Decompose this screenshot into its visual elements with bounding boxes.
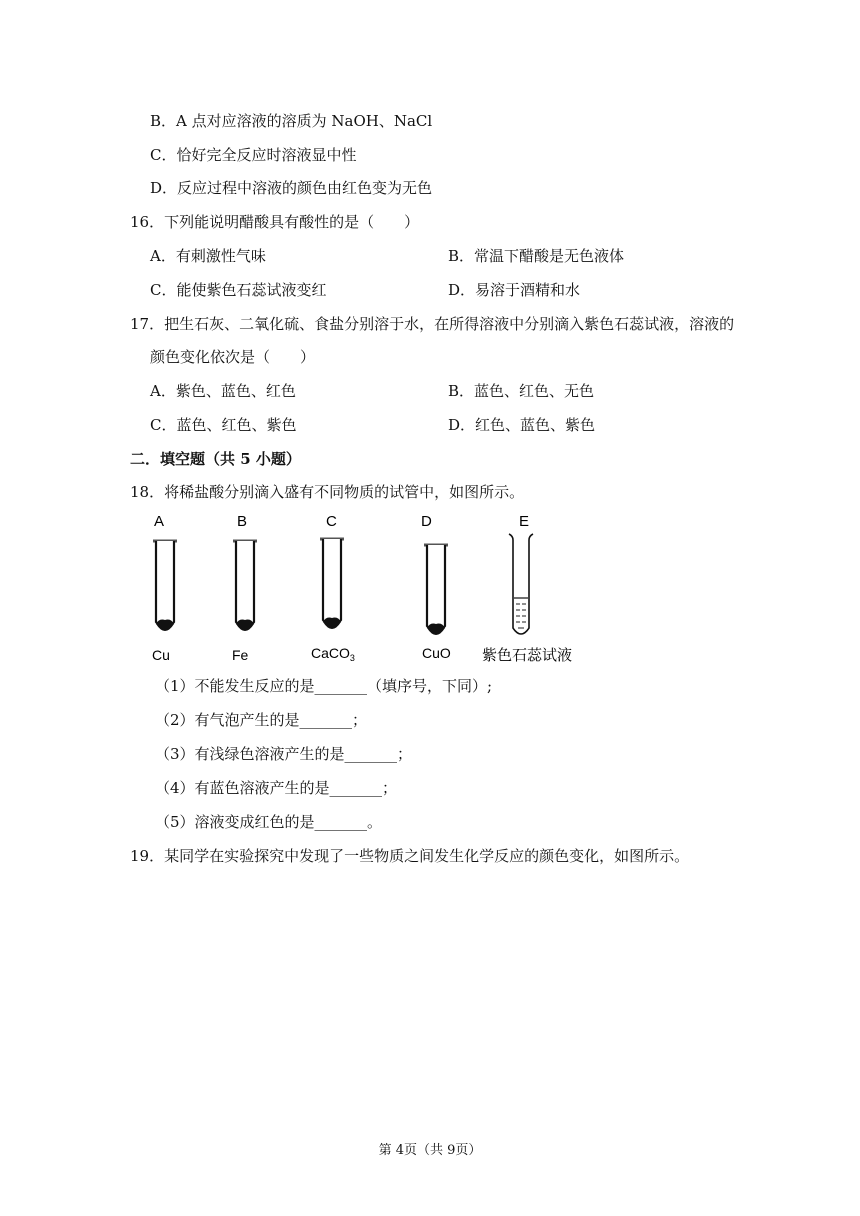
tube-c-label: CaCO — [311, 645, 350, 661]
test-tube-figure — [140, 508, 600, 668]
tube-a-letter: A — [154, 513, 165, 530]
q18-stem: 18．将稀盐酸分别滴入盛有不同物质的试管中，如图所示。 — [130, 483, 525, 501]
q16-stem: 16．下列能说明醋酸具有酸性的是（ ） — [130, 213, 420, 231]
tube-e-label: 紫色石蕊试液 — [482, 647, 573, 664]
q19-stem: 19．某同学在实验探究中发现了一些物质之间发生化学反应的颜色变化，如图所示。 — [130, 847, 690, 865]
q15-option-d: D．反应过程中溶液的颜色由红色变为无色 — [150, 179, 433, 197]
q18-sub2: （2）有气泡产生的是_______； — [155, 711, 368, 729]
section-title: 二．填空题（共 5 小题） — [130, 450, 301, 468]
q16-option-a: A．有刺激性气味 — [150, 247, 266, 265]
page-footer: 第 4页（共 9页） — [378, 1143, 482, 1158]
q18-sub3: （3）有浅绿色溶液产生的是_______； — [155, 745, 413, 763]
tube-b-solid — [236, 620, 254, 632]
tube-c — [311, 513, 355, 663]
tube-c-solid — [323, 618, 341, 630]
tube-a-solid — [156, 620, 174, 632]
tube-b-letter: B — [237, 513, 248, 530]
q17-stem-line1: 17．把生石灰、二氧化硫、食盐分别溶于水，在所得溶液中分别滴入紫色石蕊试液，溶液的 — [130, 315, 735, 333]
q16-option-d: D．易溶于酒精和水 — [448, 281, 581, 299]
q15-option-b: B．A 点对应溶液的溶质为 NaOH、NaCl — [150, 112, 433, 130]
q17-option-d: D．红色、蓝色、紫色 — [448, 416, 596, 434]
tube-e-letter: E — [519, 513, 530, 530]
q16-option-c: C．能使紫色石蕊试液变红 — [150, 281, 327, 299]
q17-stem-line2: 颜色变化依次是（ ） — [150, 348, 316, 366]
q16-option-b: B．常温下醋酸是无色液体 — [448, 247, 625, 265]
tube-e — [482, 513, 572, 664]
tube-d-letter: D — [421, 513, 432, 530]
q17-option-a: A．紫色、蓝色、红色 — [150, 382, 296, 400]
svg-text:CaCO3 — [311, 645, 355, 663]
q18-sub5: （5）溶液变成红色的是_______。 — [155, 813, 383, 831]
tube-d-label: CuO — [422, 645, 451, 661]
tube-d-solid — [427, 624, 445, 636]
tube-d — [421, 513, 451, 661]
q18-sub1: （1）不能发生反应的是_______（填序号，下同）; — [155, 677, 493, 695]
q17-option-c: C．蓝色、红色、紫色 — [150, 416, 297, 434]
tube-c-subscript: 3 — [349, 653, 355, 663]
q17-option-b: B．蓝色、红色、无色 — [448, 382, 595, 400]
q15-option-c: C．恰好完全反应时溶液显中性 — [150, 146, 357, 164]
tube-a — [152, 513, 177, 663]
tube-b — [232, 513, 257, 663]
tube-b-label: Fe — [232, 647, 249, 663]
tube-c-letter: C — [326, 513, 337, 530]
tube-a-label: Cu — [152, 647, 170, 663]
q18-sub4: （4）有蓝色溶液产生的是_______； — [155, 779, 398, 797]
